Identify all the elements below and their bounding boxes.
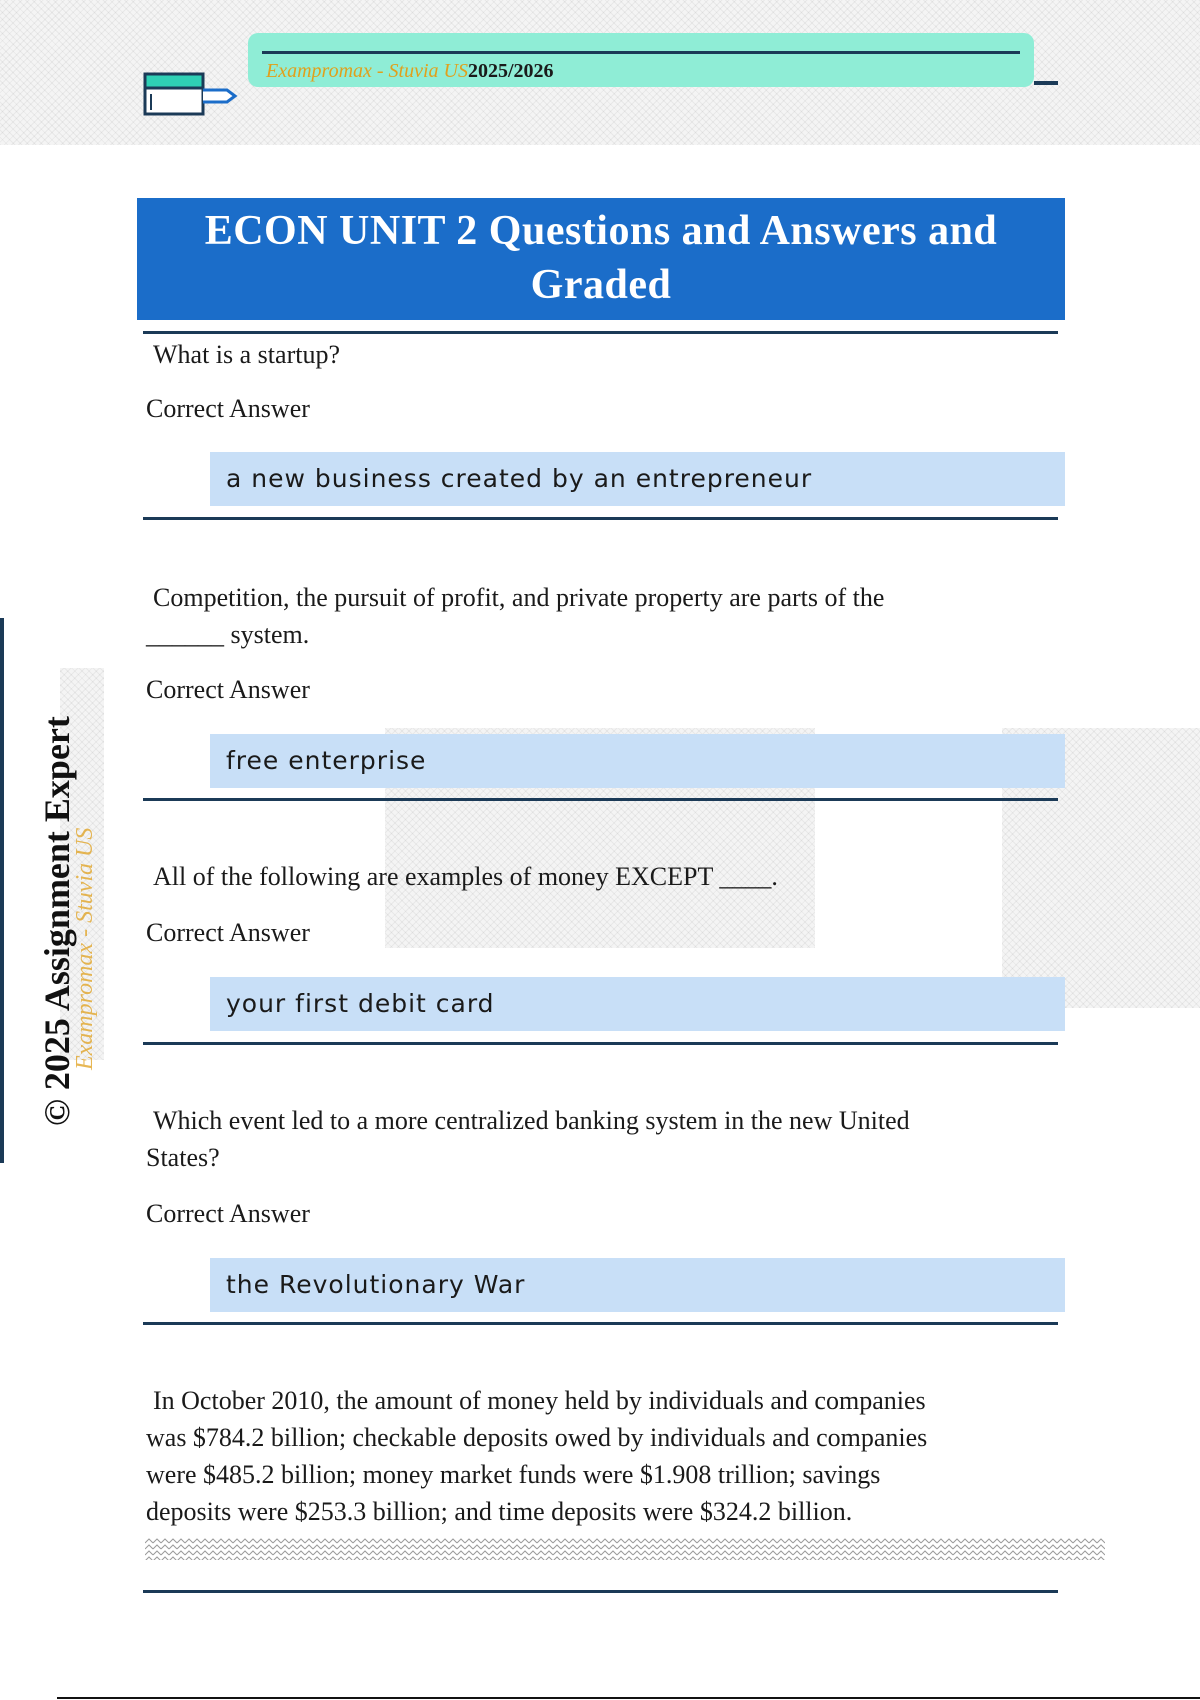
answer-box: a new business created by an entrepreneur <box>210 452 1065 506</box>
brand-name: Exampromax - Stuvia US <box>266 60 468 82</box>
question-line: were $485.2 billion; money market funds were $1.908 trillion; savings <box>146 1460 881 1489</box>
header-underline <box>1034 81 1058 85</box>
tag-arrow-icon <box>143 72 239 116</box>
question-text <box>146 1382 1046 1530</box>
watermark-faint-text: Exampromax - Stuvia US <box>72 827 98 1070</box>
section-divider <box>143 1042 1058 1045</box>
answer-box: the Revolutionary War <box>210 1258 1065 1312</box>
question-text <box>146 858 1046 895</box>
title-rule <box>143 331 1058 334</box>
title-line-2: Graded <box>530 262 672 308</box>
header-banner-line <box>262 51 1020 54</box>
correct-answer-label: Correct Answer <box>146 394 310 423</box>
question-text <box>146 579 1046 653</box>
question-line: Which event led to a more centralized banking system in the new United <box>153 1106 910 1135</box>
question-line: was $784.2 billion; checkable deposits owed by individuals and companies <box>146 1423 928 1452</box>
header-text <box>266 60 554 83</box>
correct-answer-label: Correct Answer <box>146 675 310 704</box>
watermark-bar <box>0 618 4 1163</box>
question-line: What is a startup? <box>153 340 340 369</box>
section-divider <box>143 517 1058 520</box>
question-line: In October 2010, the amount of money held by individuals and companies <box>153 1386 926 1415</box>
document-title <box>137 198 1065 320</box>
question-text <box>146 336 1046 373</box>
answer-box: free enterprise <box>210 734 1065 788</box>
question-line: States? <box>146 1143 220 1172</box>
title-line-1: ECON UNIT 2 Questions and Answers and <box>204 208 998 254</box>
watermark-copyright: © 2025 Assignment Expert <box>37 716 77 1126</box>
year-label: 2025/2026 <box>468 60 554 82</box>
section-divider <box>143 1322 1058 1325</box>
question-line: All of the following are examples of money EXCEPT ____. <box>153 862 778 891</box>
question-line: ______ system. <box>146 620 310 649</box>
question-text <box>146 1102 1046 1176</box>
correct-answer-label: Correct Answer <box>146 1199 310 1228</box>
header-banner <box>248 33 1034 87</box>
footer-line <box>57 1697 1200 1699</box>
section-divider <box>143 1590 1058 1593</box>
answer-box: your first debit card <box>210 977 1065 1031</box>
section-divider <box>143 798 1058 801</box>
question-line: deposits were $253.3 billion; and time deposits were $324.2 billion. <box>146 1497 853 1526</box>
question-line: Competition, the pursuit of profit, and private property are parts of the <box>153 583 885 612</box>
decorative-zigzag-border <box>145 1538 1105 1560</box>
correct-answer-label: Correct Answer <box>146 918 310 947</box>
